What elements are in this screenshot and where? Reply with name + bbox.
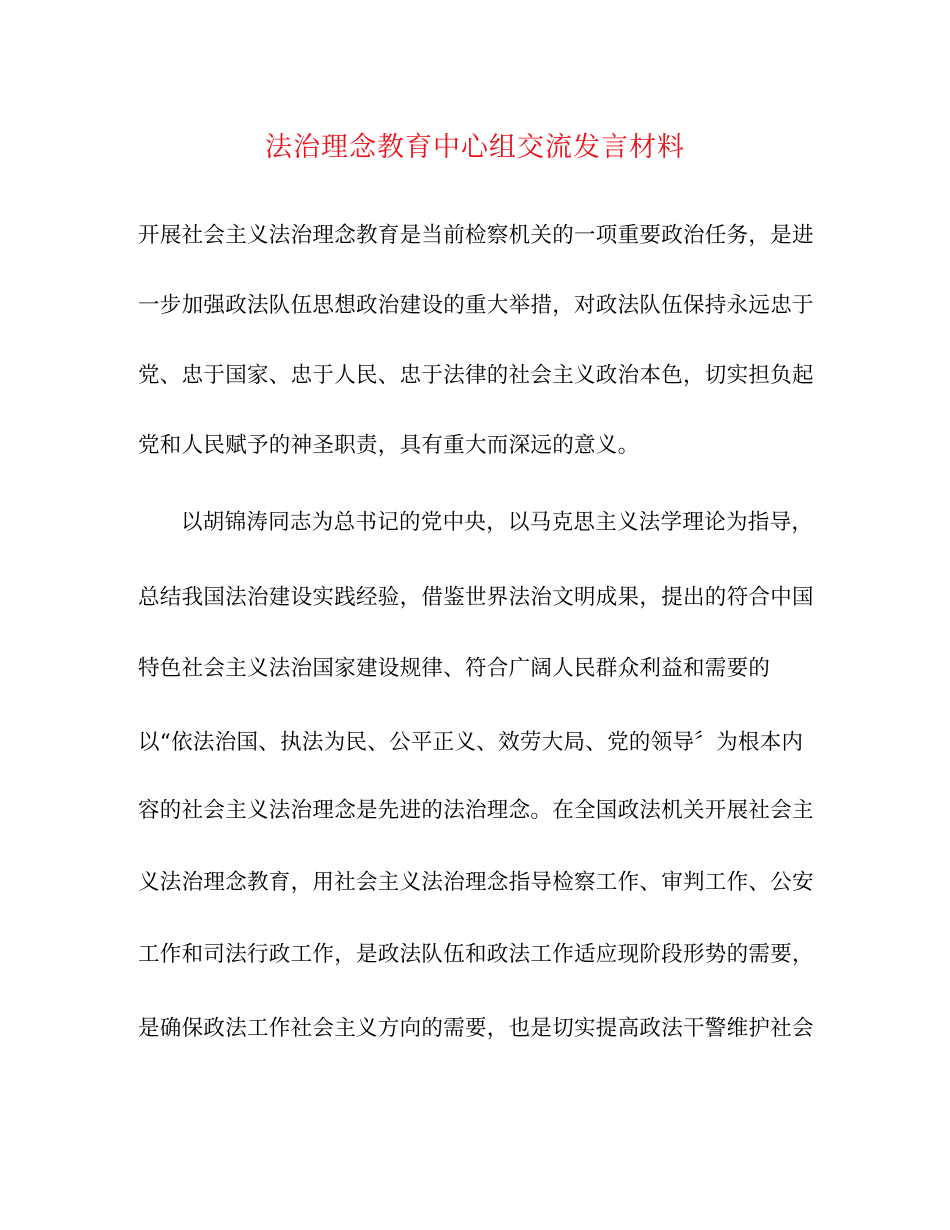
- paragraph-line: 以“依法治国、执法为民、公平正义、效劳大局、党的领导〞为根本内: [138, 730, 804, 755]
- paragraph-line: 开展社会主义法治理念教育是当前检察机关的一项重要政治任务，是进: [138, 223, 814, 248]
- paragraph-line: 是确保政法工作社会主义方向的需要，也是切实提高政法干警维护社会: [138, 1016, 814, 1041]
- paragraph-line: 一步加强政法队伍思想政治建设的重大举措，对政法队伍保持永远忠于: [138, 293, 814, 318]
- paragraph-line: 总结我国法治建设实践经验，借鉴世界法治文明成果，提出的符合中国: [138, 585, 814, 610]
- paragraph-line: 义法治理念教育，用社会主义法治理念指导检察工作、审判工作、公安: [138, 870, 814, 895]
- paragraph-line: 以胡锦涛同志为总书记的党中央，以马克思主义法学理论为指导，: [181, 510, 814, 535]
- document-title: 法治理念教育中心组交流发言材料: [265, 132, 685, 163]
- paragraph-line: 党、忠于国家、忠于人民、忠于法律的社会主义政治本色，切实担负起: [138, 363, 814, 388]
- paragraph-line: 党和人民赋予的神圣职责，具有重大而深远的意义。: [138, 433, 640, 458]
- paragraph-line: 工作和司法行政工作，是政法队伍和政法工作适应现阶段形势的需要，: [138, 942, 814, 967]
- paragraph-line: 容的社会主义法治理念是先进的法治理念。在全国政法机关开展社会主: [138, 798, 814, 823]
- paragraph-line: 特色社会主义法治国家建设规律、符合广阔人民群众利益和需要的: [138, 656, 771, 681]
